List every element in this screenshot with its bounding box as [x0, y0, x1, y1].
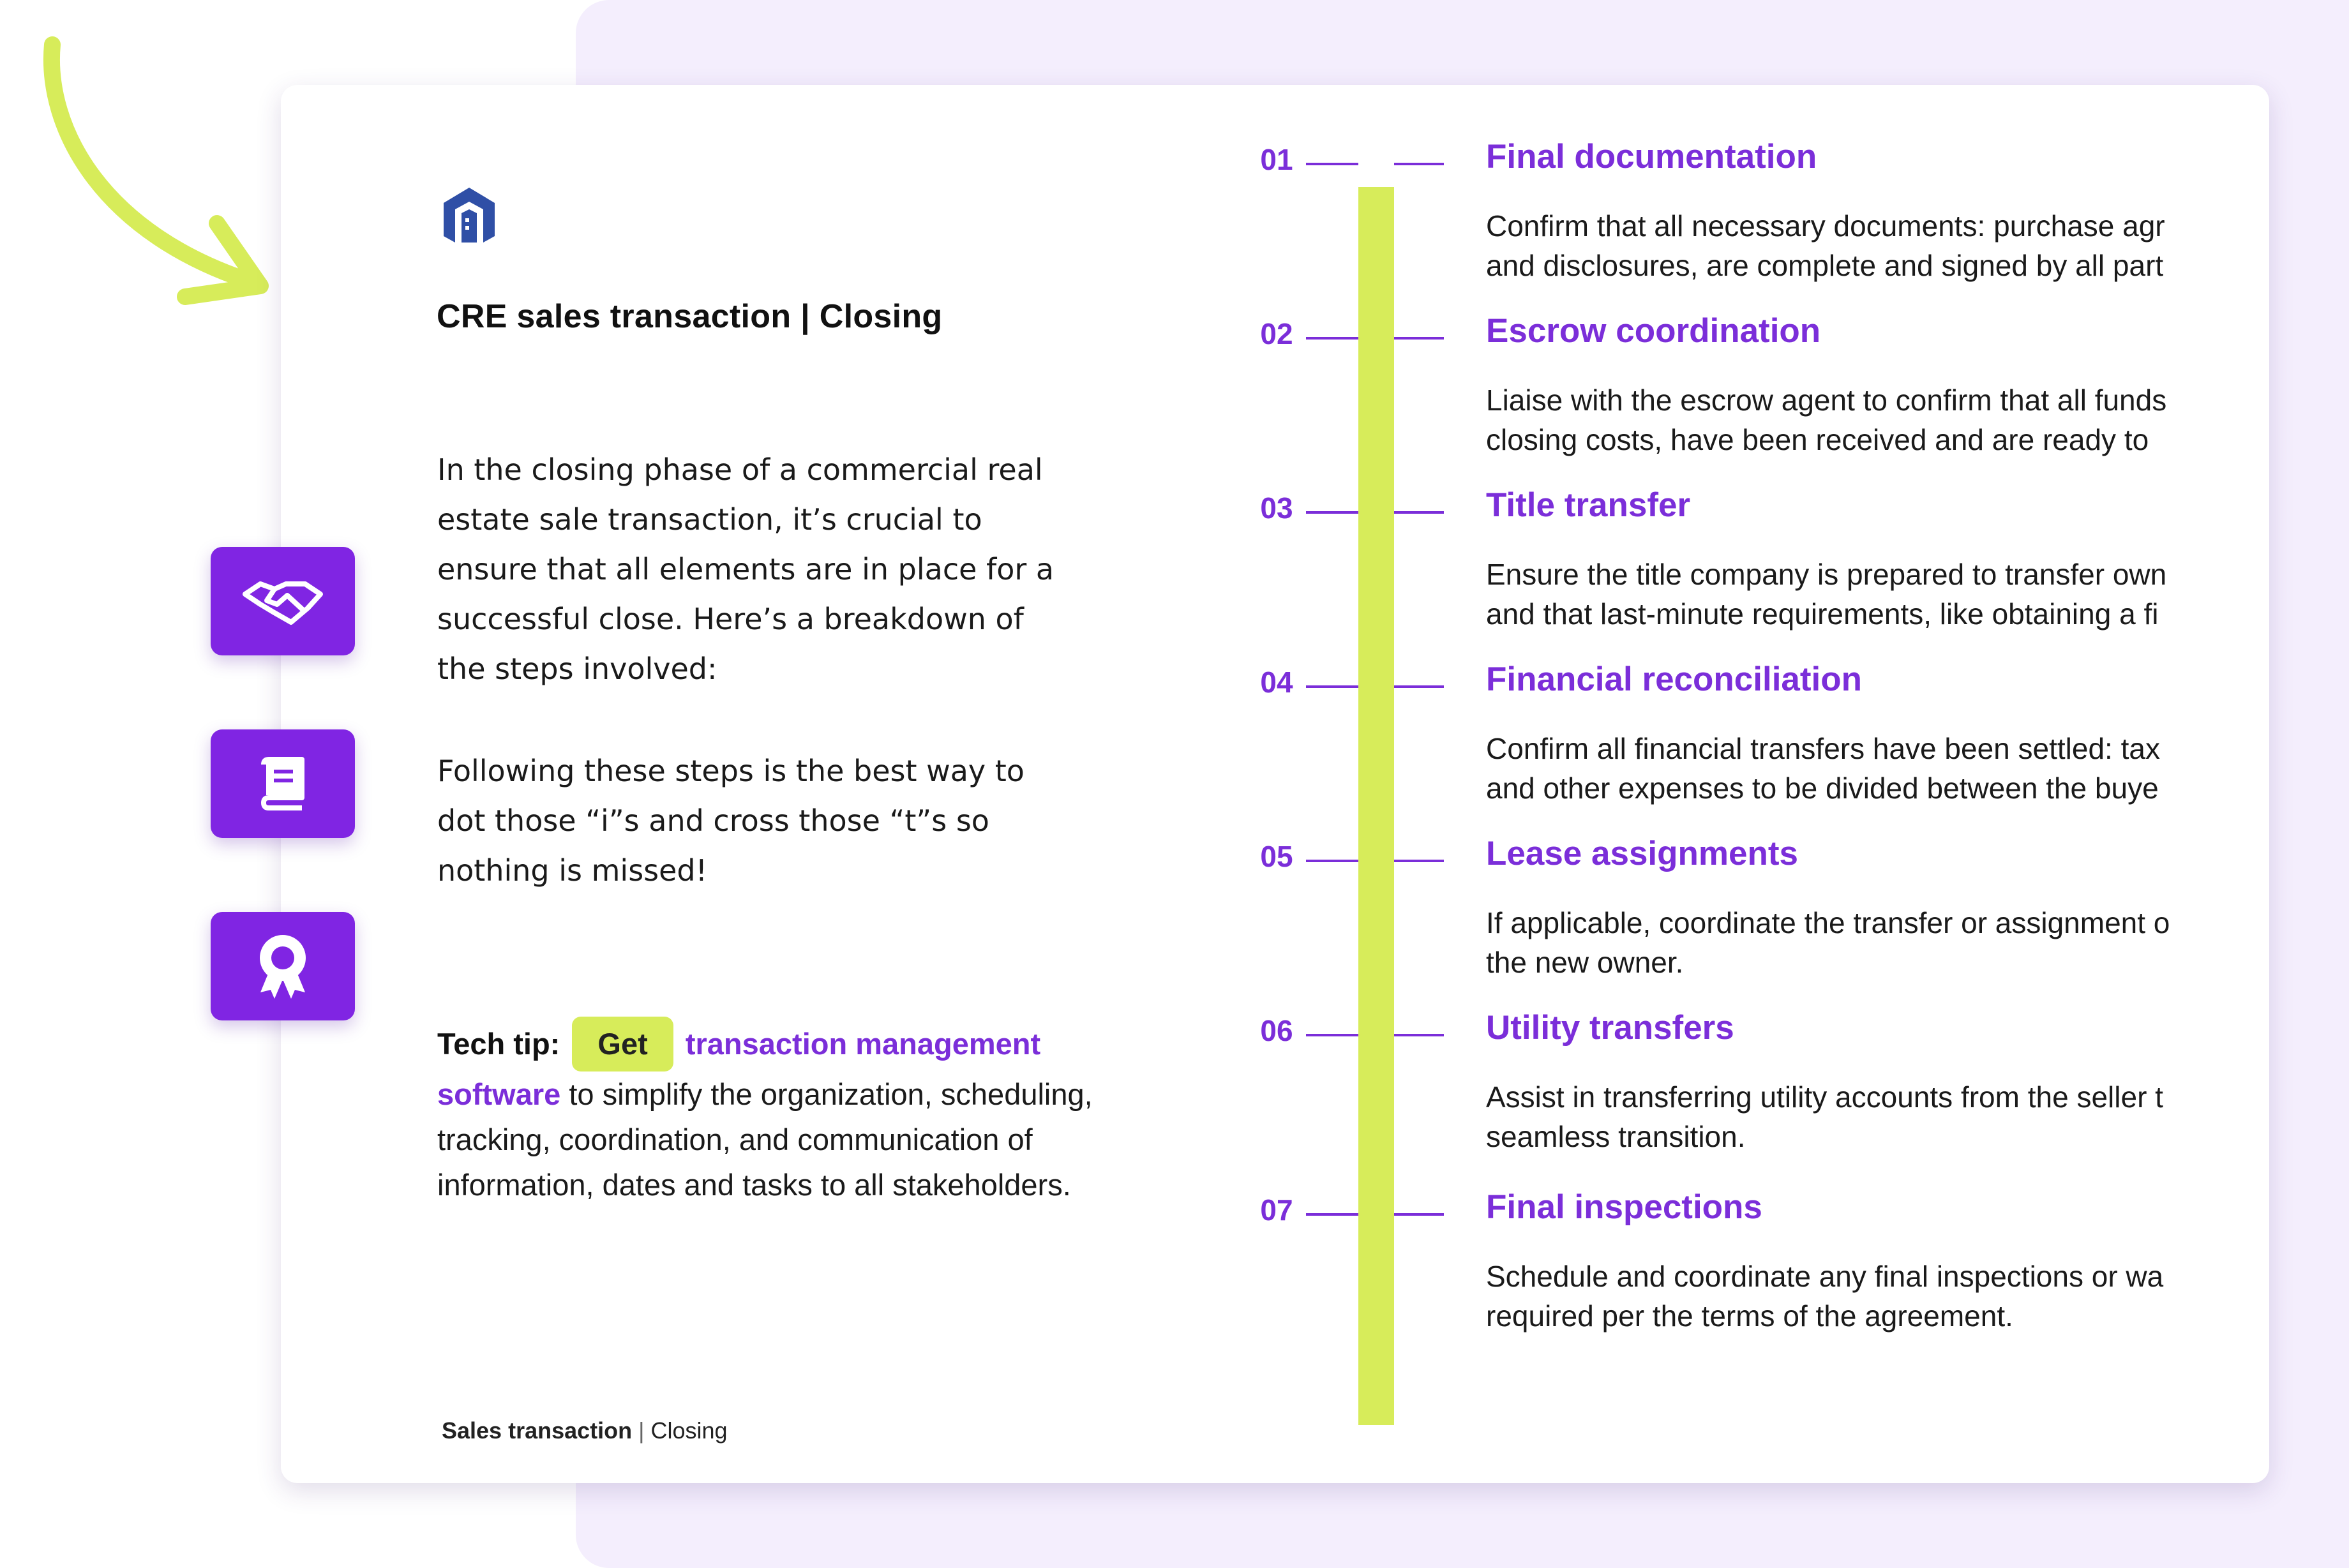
- timeline-tick-left: [1306, 860, 1358, 862]
- step-description: [1486, 1077, 2201, 1156]
- step-title: Utility transfers: [1486, 1009, 1734, 1047]
- step-number: 02: [1260, 317, 1293, 350]
- award-button[interactable]: [211, 912, 355, 1020]
- follow-text: Following these steps is the best way to dot those “i”s and cross those “t”s so nothing is missed!: [437, 754, 1024, 888]
- step-description: [1486, 380, 2201, 459]
- footer-breadcrumb: [442, 1417, 728, 1444]
- step-description-line: Confirm all financial transfers have been settled: tax: [1486, 732, 2160, 765]
- timeline-bar: [1358, 187, 1394, 1425]
- handshake-icon: [241, 572, 324, 630]
- step-number: 05: [1260, 840, 1293, 873]
- curved-arrow-icon: [26, 26, 281, 319]
- step-title: Title transfer: [1486, 486, 1691, 524]
- step-description-line: closing costs, have been received and are ready to: [1486, 423, 2149, 456]
- footer-page: Closing: [650, 1417, 728, 1444]
- timeline-tick-right: [1394, 163, 1444, 165]
- step-description-line: Ensure the title company is prepared to transfer own: [1486, 558, 2167, 591]
- step-description: [1486, 903, 2201, 982]
- step-description-line: and other expenses to be divided between the buye: [1486, 772, 2159, 805]
- footer-section: Sales transaction: [442, 1417, 633, 1444]
- timeline-tick-left: [1306, 163, 1358, 165]
- tech-tip-text: to simplify the organization, scheduling, tracking, coordination, and communication of information, dates and tasks to all stakeholders.: [437, 1077, 1093, 1202]
- step-description-line: and that last-minute requirements, like obtaining a fi: [1486, 597, 2159, 631]
- step-title: Escrow coordination: [1486, 312, 1821, 350]
- intro-text: In the closing phase of a commercial real estate sale transaction, it’s crucial to ensure that all elements are in place for a successful close. Here’s a breakdown of the steps involved:: [437, 452, 1054, 686]
- timeline-tick-right: [1394, 860, 1444, 862]
- timeline-tick-left: [1306, 1213, 1358, 1216]
- step-description-line: Assist in transferring utility accounts from the seller t: [1486, 1080, 2163, 1114]
- step-description: [1486, 1257, 2201, 1336]
- book-icon: [257, 757, 308, 810]
- step-description: [1486, 729, 2201, 808]
- timeline-tick-left: [1306, 511, 1358, 514]
- timeline-tick-right: [1394, 1034, 1444, 1036]
- step-description-line: required per the terms of the agreement.: [1486, 1299, 2013, 1333]
- document-card: [281, 85, 2269, 1483]
- step-number: 06: [1260, 1014, 1293, 1047]
- tech-tip-label: Tech tip:: [437, 1027, 560, 1061]
- step-number: 04: [1260, 666, 1293, 699]
- step-description: [1486, 206, 2201, 285]
- step-title: Final documentation: [1486, 138, 1817, 175]
- step-description-line: If applicable, coordinate the transfer or assignment o: [1486, 906, 2170, 939]
- step-description-line: seamless transition.: [1486, 1120, 1746, 1153]
- step-description-line: Schedule and coordinate any final inspections or wa: [1486, 1260, 2164, 1293]
- handshake-button[interactable]: [211, 547, 355, 655]
- timeline-tick-left: [1306, 685, 1358, 688]
- timeline-tick-left: [1306, 1034, 1358, 1036]
- transaction-software-link[interactable]: transaction management software: [437, 1027, 1041, 1111]
- logo-icon: [439, 184, 500, 245]
- step-number: 07: [1260, 1193, 1293, 1227]
- step-number: 03: [1260, 491, 1293, 525]
- timeline-tick-right: [1394, 685, 1444, 688]
- step-description-line: and disclosures, are complete and signed by all part: [1486, 249, 2164, 282]
- step-description-line: Confirm that all necessary documents: purchase agr: [1486, 209, 2165, 243]
- timeline-tick-right: [1394, 337, 1444, 340]
- step-description-line: Liaise with the escrow agent to confirm that all funds: [1486, 384, 2167, 417]
- step-description: [1486, 555, 2201, 634]
- award-badge-icon: [254, 931, 311, 1001]
- step-title: Lease assignments: [1486, 835, 1799, 872]
- page-title: CRE sales transaction | Closing: [437, 298, 943, 335]
- step-title: Final inspections: [1486, 1188, 1762, 1226]
- step-title: Financial reconciliation: [1486, 661, 1863, 698]
- tech-tip: [437, 1017, 1101, 1207]
- timeline-tick-right: [1394, 1213, 1444, 1216]
- step-number: 01: [1260, 143, 1293, 176]
- book-button[interactable]: [211, 729, 355, 838]
- footer-separator: |: [638, 1417, 645, 1444]
- step-description-line: the new owner.: [1486, 946, 1684, 979]
- timeline-tick-left: [1306, 337, 1358, 340]
- timeline-tick-right: [1394, 511, 1444, 514]
- get-button[interactable]: Get: [572, 1017, 673, 1071]
